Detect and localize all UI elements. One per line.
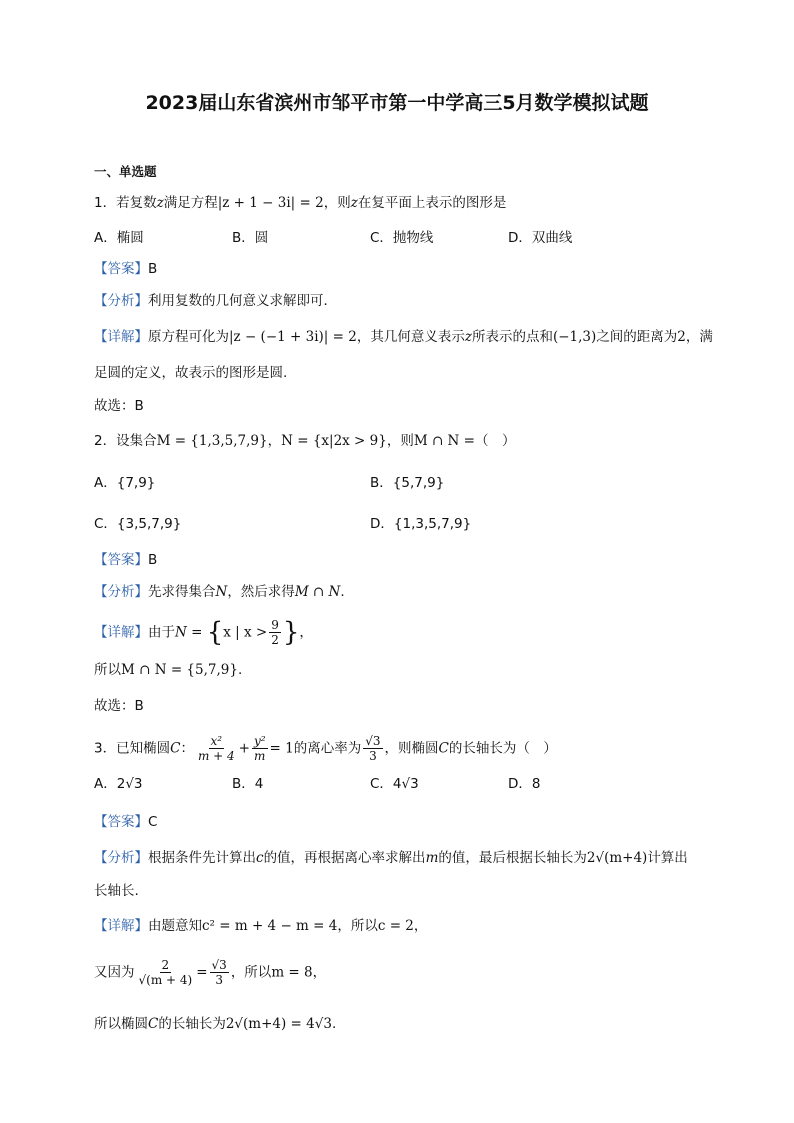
q2-detail: 【详解】由于N = {x | x > $\frac{9}{2}$ }， (94, 617, 313, 648)
q2-result: 所以M ∩ N = {5,7,9}. (94, 662, 243, 678)
q3-detail-line2: 又因为 $\frac{2}{√(m + 4)}$ = $\frac{√3}{3}$ ，所以m = 8， (94, 958, 327, 987)
q3-option-c: C．4√3 (370, 776, 419, 792)
question-1-stem: 1．若复数z满足方程|z + 1 − 3i| = 2，则z在复平面上表示的图形是 (94, 195, 507, 211)
q1-option-b: B．圆 (232, 230, 269, 246)
q1-option-d: D．双曲线 (508, 230, 573, 246)
question-2-stem: 2．设集合M = {1,3,5,7,9}，N = {x|2x > 9}，则M ∩ N =（ ） (94, 433, 516, 449)
q3-option-b: B．4 (232, 776, 264, 792)
q3-answer: 【答案】C (94, 814, 158, 830)
q1-detail-line2: 足圆的定义，故表示的图形是圆. (94, 365, 288, 381)
q3-option-a: A．2√3 (94, 776, 143, 792)
q3-analysis-line2: 长轴长. (94, 883, 139, 899)
question-3-stem: 3．已知椭圆C： $\frac{\text{x²}}{m + 4}$ + $\frac{\text{y²}}{m}$ = 1的离心率为 $\frac{√3}{3}$ ，则椭圆C的长轴长为（ ） (94, 734, 557, 763)
q2-choose: 故选：B (94, 698, 144, 714)
q3-detail: 【详解】由题意知c² = m + 4 − m = 4，所以c = 2， (94, 918, 428, 934)
q3-final: 所以椭圆C的长轴长为2√(m+4) = 4√3. (94, 1016, 337, 1032)
q3-analysis: 【分析】根据条件先计算出c的值，再根据离心率求解出m的值，最后根据长轴长为2√(m+4)计算出 (94, 850, 688, 866)
q1-choose: 故选：B (94, 398, 144, 414)
q1-answer: 【答案】B (94, 261, 158, 277)
q2-option-c: C．{3,5,7,9} (94, 516, 182, 532)
q2-option-d: D．{1,3,5,7,9} (370, 516, 472, 532)
q1-option-c: C．抛物线 (370, 230, 434, 246)
page-title: 2023届山东省滨州市邹平市第一中学高三5月数学模拟试题 (145, 92, 649, 114)
q2-analysis: 【分析】先求得集合N，然后求得M ∩ N. (94, 584, 345, 600)
q1-analysis: 【分析】利用复数的几何意义求解即可． (94, 293, 337, 309)
q1-detail: 【详解】原方程可化为|z − (−1 + 3i)| = 2，其几何意义表示z所表示的点和(−1,3)之间的距离为2，满 (94, 329, 713, 345)
q3-option-d: D．8 (508, 776, 541, 792)
q2-option-b: B．{5,7,9} (370, 475, 445, 491)
q1-option-a: A．椭圆 (94, 230, 144, 246)
q2-option-a: A．{7,9} (94, 475, 156, 491)
q2-answer: 【答案】B (94, 552, 158, 568)
section-heading: 一、单选题 (94, 164, 157, 179)
